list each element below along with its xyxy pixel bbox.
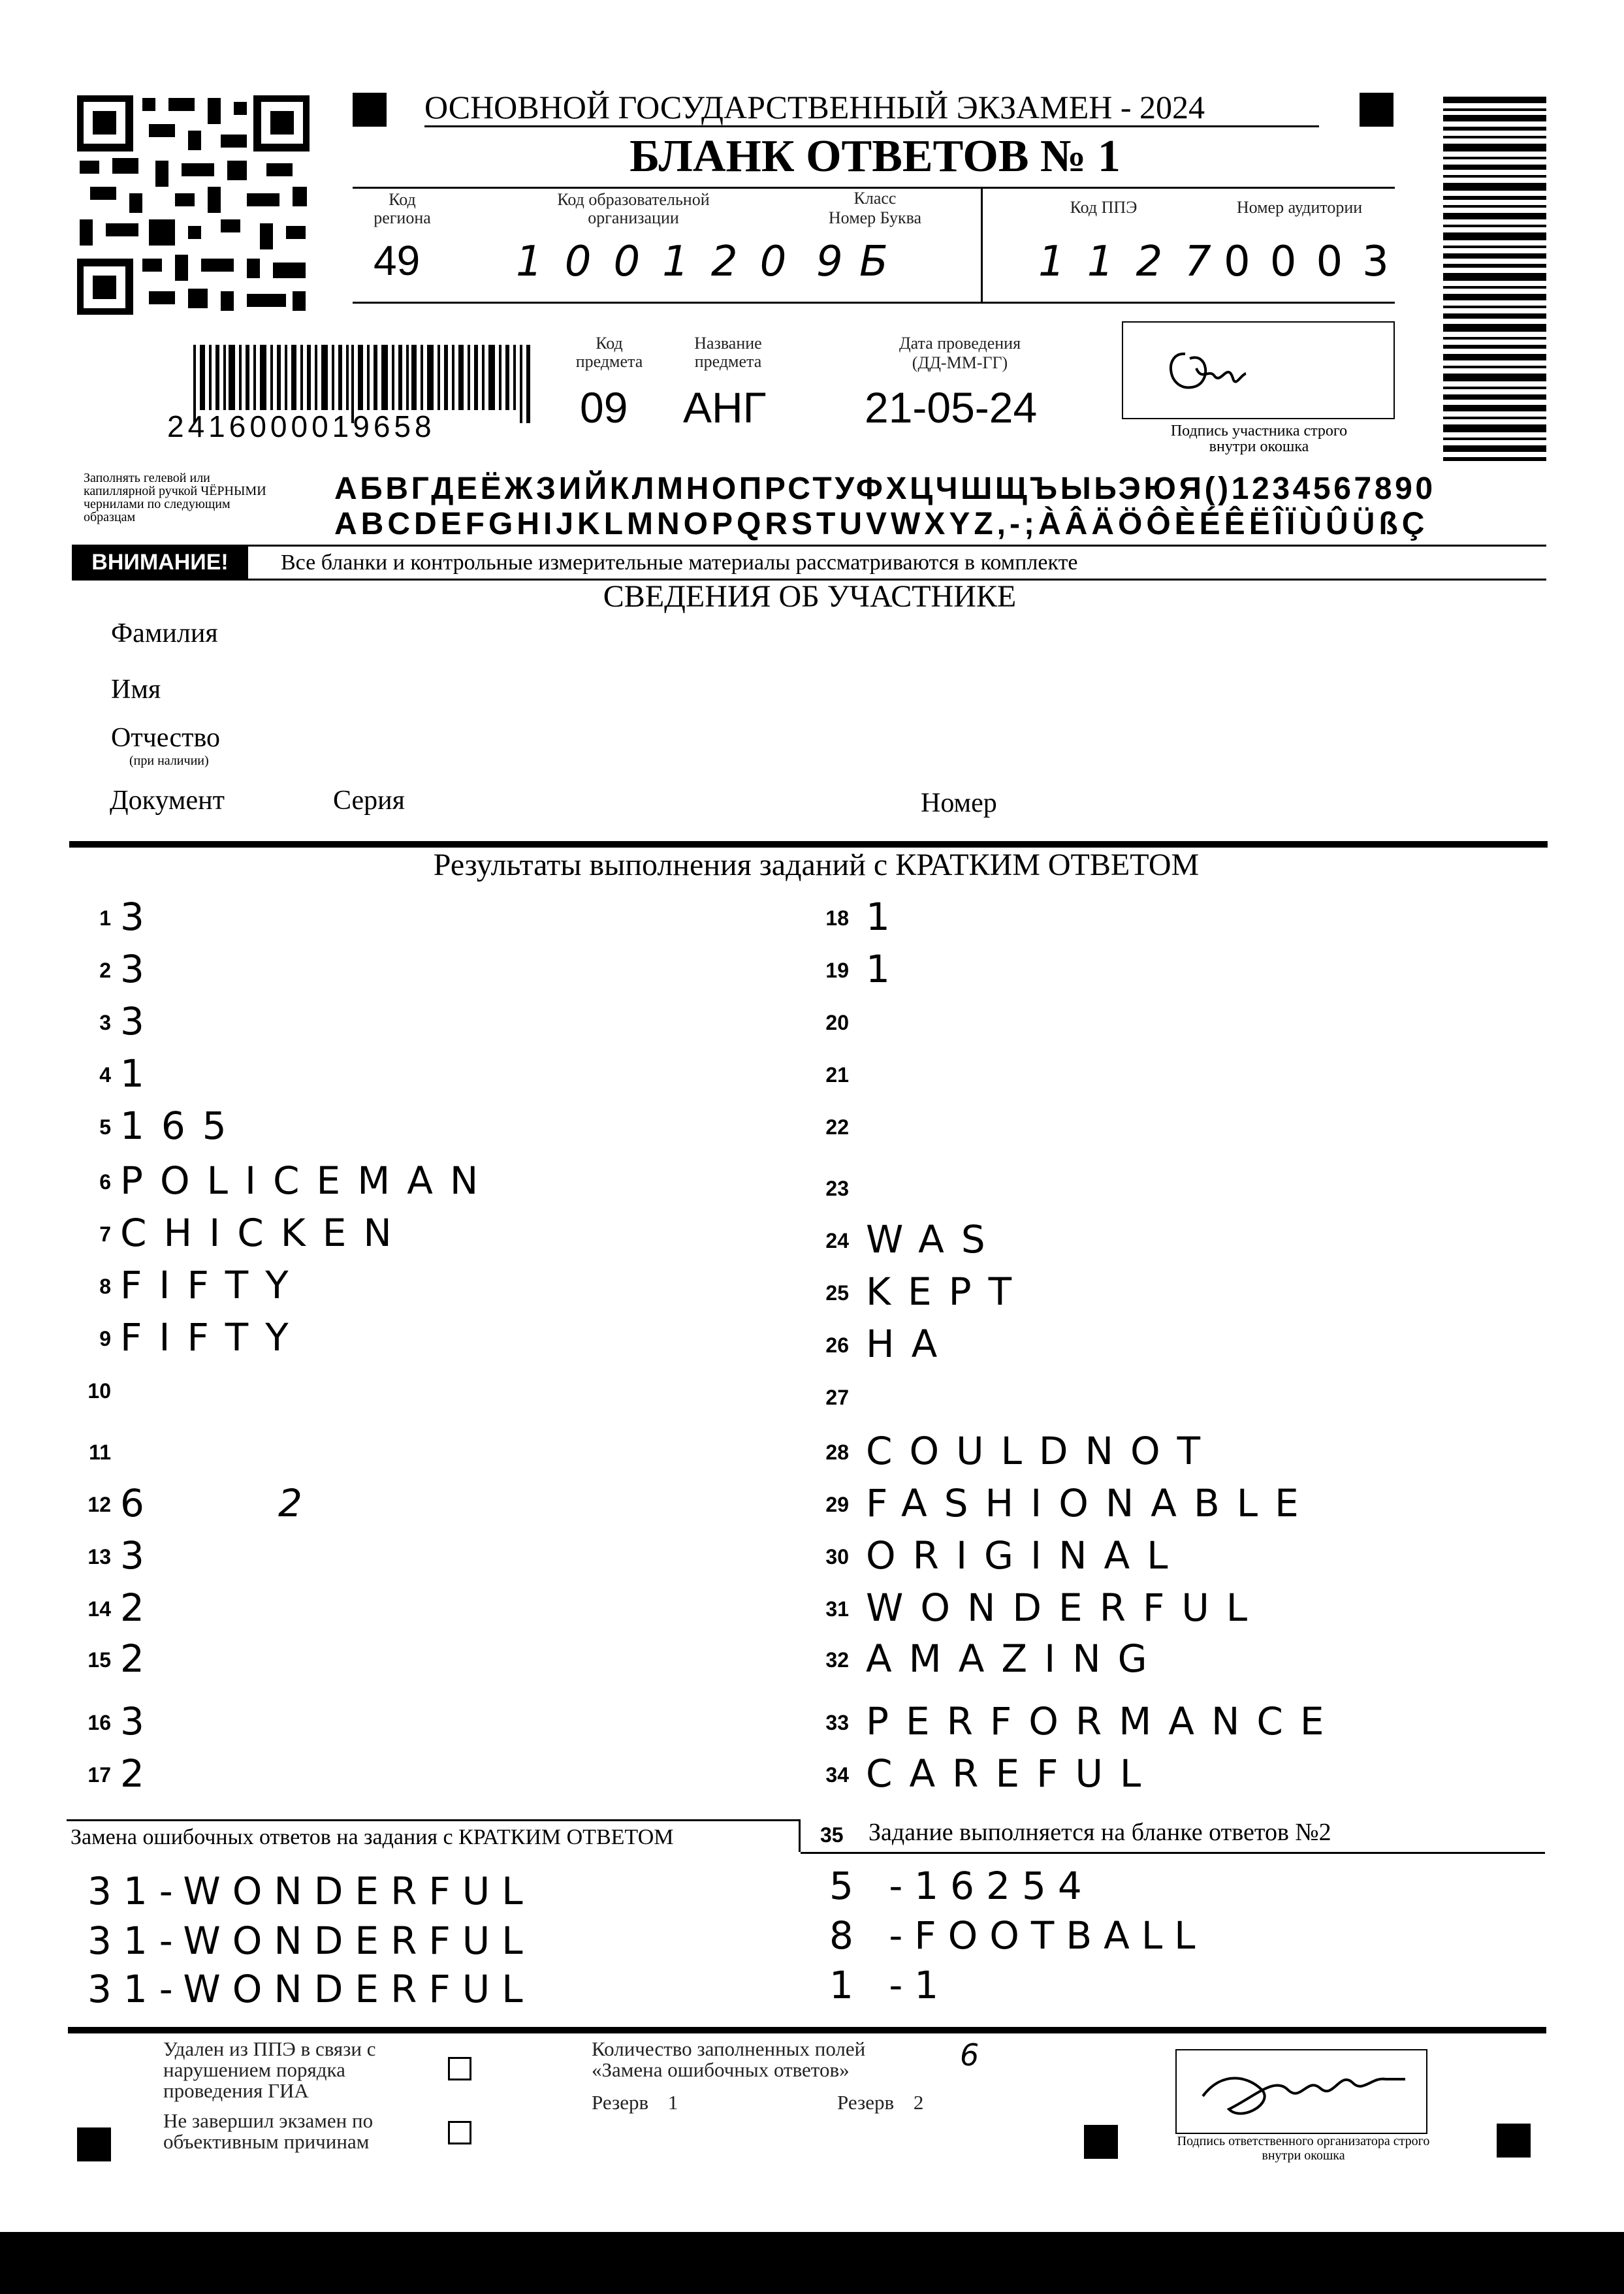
answer-value[interactable]: AMAZING xyxy=(866,1636,1164,1681)
document-label: Документ xyxy=(110,786,225,816)
answer-value[interactable]: 1 xyxy=(866,947,907,991)
answer-value[interactable]: 1 xyxy=(120,1051,161,1096)
answer-row xyxy=(72,1260,757,1313)
participant-signature-box[interactable] xyxy=(1122,321,1395,419)
removed-checkbox[interactable] xyxy=(448,2057,471,2080)
answer-row xyxy=(72,1365,757,1417)
task-number: 30 xyxy=(825,1545,849,1569)
answer-row xyxy=(810,1426,1528,1478)
answer-value[interactable]: 3 xyxy=(120,999,161,1043)
answer-value[interactable]: WAS xyxy=(866,1217,1002,1262)
answer-row xyxy=(810,1371,1528,1424)
answer-row xyxy=(810,1101,1528,1153)
answer-value[interactable]: HA xyxy=(866,1322,955,1366)
replacement-left-1[interactable]: 31-WONDERFUL xyxy=(88,1869,535,1913)
qr-code xyxy=(77,95,310,315)
class-sub-label: Номер Буква xyxy=(828,208,922,227)
answer-row xyxy=(72,1634,757,1686)
subject-code-label: Код предмета xyxy=(575,334,643,371)
answer-row xyxy=(72,944,757,996)
answer-row xyxy=(72,1531,757,1583)
task-number: 17 xyxy=(88,1763,111,1787)
answer-row xyxy=(810,1634,1528,1686)
form-title: БЛАНК ОТВЕТОВ № 1 xyxy=(629,131,1121,182)
answer-value[interactable]: 6 xyxy=(120,1481,161,1525)
results-left-column xyxy=(72,892,757,1819)
answer-value[interactable]: FIFTY xyxy=(120,1263,306,1307)
answer-row xyxy=(810,1583,1528,1635)
answer-value[interactable]: WONDERFUL xyxy=(866,1585,1265,1630)
patronymic-label: Отчество xyxy=(111,723,221,753)
answer-row xyxy=(810,1215,1528,1267)
task-number: 22 xyxy=(825,1115,849,1139)
results-title: Результаты выполнения заданий с КРАТКИМ ОТВЕТОМ xyxy=(433,848,1200,882)
subject-name-value: АНГ xyxy=(683,383,767,432)
document-number-label: Номер xyxy=(921,788,997,818)
answer-value[interactable]: COULDNOT xyxy=(866,1429,1218,1473)
sample-instruction: Заполнять гелевой или капиллярной ручкой ЧЁРНЫМИ чернилами по следующим образцам xyxy=(84,471,266,524)
results-right-column xyxy=(810,892,1528,1819)
answer-row xyxy=(810,1697,1528,1749)
bottom-scan-border xyxy=(0,2232,1624,2294)
reserve-1-label: Резерв 1 xyxy=(592,2091,678,2114)
region-label: Код региона xyxy=(374,190,431,227)
footer-top-line xyxy=(68,2027,1546,2033)
room-label: Номер аудитории xyxy=(1236,198,1363,217)
answer-row xyxy=(810,944,1528,996)
task-number: 1 xyxy=(99,906,111,930)
answer-value[interactable]: 3 xyxy=(120,895,161,939)
codes-bottom-line xyxy=(353,302,1395,304)
patronymic-note: (при наличии) xyxy=(129,754,209,768)
task-number: 7 xyxy=(99,1222,111,1246)
replacement-title-box xyxy=(67,1819,801,1852)
region-value: 49 xyxy=(374,237,421,284)
task-number: 29 xyxy=(825,1493,849,1516)
task-number: 25 xyxy=(825,1281,849,1305)
task-number: 8 xyxy=(99,1275,111,1298)
task35-text: Задание выполняется на бланке ответов №2 xyxy=(868,1819,1331,1846)
subject-code-value: 09 xyxy=(580,383,628,432)
task-number: 33 xyxy=(825,1711,849,1734)
org-label: Код образовательной организации xyxy=(557,190,710,227)
answer-row xyxy=(72,1697,757,1749)
answer-row xyxy=(810,1531,1528,1583)
answer-row xyxy=(72,1101,757,1153)
answer-row xyxy=(810,892,1528,944)
filled-count-value[interactable]: 6 xyxy=(960,2037,996,2073)
answer-value[interactable]: FIFTY xyxy=(120,1315,306,1360)
task-number: 5 xyxy=(99,1115,111,1139)
answer-value[interactable]: 2 xyxy=(120,1636,161,1681)
side-barcode xyxy=(1443,97,1546,462)
task-number: 19 xyxy=(825,959,849,982)
answer-row xyxy=(72,892,757,944)
task-number: 18 xyxy=(825,906,849,930)
answer-value-extra[interactable]: 2 xyxy=(278,1481,319,1525)
answer-value[interactable]: 165 xyxy=(120,1104,244,1148)
answer-value[interactable]: POLICEMAN xyxy=(120,1158,496,1203)
class-number: 9 xyxy=(816,238,860,286)
answer-value[interactable]: 2 xyxy=(120,1585,161,1630)
task-number: 31 xyxy=(825,1597,849,1621)
date-label: Дата проведения xyxy=(899,334,1021,353)
answer-row xyxy=(72,1156,757,1208)
answer-row xyxy=(72,1208,757,1260)
class-label: Класс xyxy=(853,189,897,208)
reserve-2-label: Резерв 2 xyxy=(837,2091,924,2114)
not-finished-checkbox[interactable] xyxy=(448,2121,471,2144)
task35-number: 35 xyxy=(820,1823,844,1847)
answer-value[interactable]: CAREFUL xyxy=(866,1751,1158,1796)
replacement-line xyxy=(801,1852,1545,1854)
answer-value[interactable]: PERFORMANCE xyxy=(866,1699,1341,1744)
task-number: 26 xyxy=(825,1333,849,1357)
date-value: 21-05-24 xyxy=(865,383,1038,432)
exam-title: ОСНОВНОЙ ГОСУДАРСТВЕННЫЙ ЭКЗАМЕН - 2024 xyxy=(424,89,1205,125)
answer-row xyxy=(72,1049,757,1101)
answer-row xyxy=(810,1267,1528,1319)
room-value: 0003 xyxy=(1224,238,1409,286)
task-number: 2 xyxy=(99,959,111,982)
ppe-label: Код ППЭ xyxy=(1070,198,1138,217)
answer-row xyxy=(72,1749,757,1801)
participant-signature-caption: Подпись участника строго внутри окошка xyxy=(1170,422,1348,455)
task-number: 13 xyxy=(88,1545,111,1569)
answer-row xyxy=(72,1583,757,1635)
answer-row xyxy=(810,1162,1528,1215)
notice-text: Все бланки и контрольные измерительные материалы рассматриваются в комплекте xyxy=(281,550,1078,575)
answer-value[interactable]: 1 xyxy=(866,895,907,939)
ppe-value: 1127 xyxy=(1038,238,1234,286)
official-signature-box[interactable] xyxy=(1175,2049,1427,2134)
task-number: 4 xyxy=(99,1063,111,1087)
participant-signature xyxy=(1123,323,1393,418)
task-number: 32 xyxy=(825,1648,849,1672)
surname-label: Фамилия xyxy=(111,618,218,648)
codes-divider xyxy=(981,187,983,303)
participant-section-title: СВЕДЕНИЯ ОБ УЧАСТНИКЕ xyxy=(603,579,1017,614)
answer-row xyxy=(72,1313,757,1365)
replacement-left-2[interactable]: 31-WONDERFUL xyxy=(88,1919,535,1963)
answer-row xyxy=(72,996,757,1049)
sample-row-latin: ABCDEFGHIJKLMNOPQRSTUVWXYZ,-;ÀÂÄÖÔÈÉÊËÎÏÙÛÜßÇ xyxy=(334,507,1429,541)
official-signature-caption: Подпись ответственного организатора строго внутри окошка xyxy=(1177,2134,1430,2163)
replacement-title: Замена ошибочных ответов на задания с КРАТКИМ ОТВЕТОМ xyxy=(71,1825,674,1849)
filled-count-label: Количество заполненных полей «Замена ошибочных ответов» xyxy=(592,2037,866,2081)
corner-marker xyxy=(1360,93,1393,127)
task-number: 9 xyxy=(99,1327,111,1350)
task-number: 11 xyxy=(89,1441,111,1464)
answer-row xyxy=(72,1426,757,1478)
not-finished-label: Не завершил экзамен по объективным причинам xyxy=(163,2109,374,2153)
task-number: 6 xyxy=(99,1170,111,1194)
title-underline xyxy=(424,125,1319,127)
task-number: 27 xyxy=(825,1386,849,1409)
answer-value[interactable]: ORIGINAL xyxy=(866,1533,1185,1578)
task-number: 3 xyxy=(99,1011,111,1034)
task-number: 15 xyxy=(88,1648,111,1672)
corner-marker xyxy=(1497,2124,1531,2158)
answer-row xyxy=(72,1478,757,1531)
task-number: 16 xyxy=(88,1711,111,1734)
subject-name-label: Название предмета xyxy=(694,334,762,371)
answer-row xyxy=(810,1478,1528,1531)
task-number: 23 xyxy=(825,1177,849,1200)
task-number: 12 xyxy=(88,1493,111,1516)
answer-row xyxy=(810,996,1528,1049)
answer-value[interactable]: 3 xyxy=(120,1699,161,1744)
removed-label: Удален из ППЭ в связи с нарушением порядка проведения ГИА xyxy=(163,2037,376,2102)
task-number: 14 xyxy=(88,1597,111,1621)
barcode-number: 2416000019658 xyxy=(167,409,436,443)
task-number: 34 xyxy=(825,1763,849,1787)
answer-row xyxy=(810,1749,1528,1801)
date-format: (ДД-ММ-ГГ) xyxy=(912,353,1008,372)
task-number: 24 xyxy=(825,1229,849,1252)
corner-marker xyxy=(77,2127,111,2161)
sample-row-cyrillic: АБВГДЕЁЖЗИЙКЛМНОПРСТУФХЦЧШЩЪЫЬЭЮЯ()1234567890 xyxy=(334,471,1436,506)
answer-value[interactable]: 2 xyxy=(120,1751,161,1796)
answer-value[interactable]: 3 xyxy=(120,947,161,991)
org-value: 100120 xyxy=(516,238,809,286)
notice-badge: ВНИМАНИЕ! xyxy=(72,546,248,579)
answer-value[interactable]: CHICKEN xyxy=(120,1211,409,1255)
answer-value[interactable]: KEPT xyxy=(866,1269,1029,1314)
series-label: Серия xyxy=(333,786,405,816)
replacement-right-2[interactable]: 8 -FOOTBALL xyxy=(829,1913,1207,1958)
task-number: 20 xyxy=(825,1011,849,1034)
corner-marker xyxy=(353,93,387,127)
task-number: 28 xyxy=(825,1441,849,1464)
official-signature xyxy=(1177,2050,1426,2133)
class-letter: Б xyxy=(859,238,905,286)
replacement-left-3[interactable]: 31-WONDERFUL xyxy=(88,1967,535,2011)
answer-value[interactable]: 3 xyxy=(120,1533,161,1578)
notice-top-line xyxy=(72,545,1546,547)
task-number: 10 xyxy=(88,1379,111,1403)
replacement-right-3[interactable]: 1 -1 xyxy=(829,1963,951,2007)
corner-marker xyxy=(1084,2125,1118,2159)
name-label: Имя xyxy=(111,675,161,705)
answer-value[interactable]: FASHIONABLE xyxy=(866,1481,1316,1525)
task-number: 21 xyxy=(825,1063,849,1087)
replacement-right-1[interactable]: 5 -16254 xyxy=(829,1864,1094,1908)
answer-row xyxy=(810,1049,1528,1101)
answer-row xyxy=(810,1319,1528,1371)
